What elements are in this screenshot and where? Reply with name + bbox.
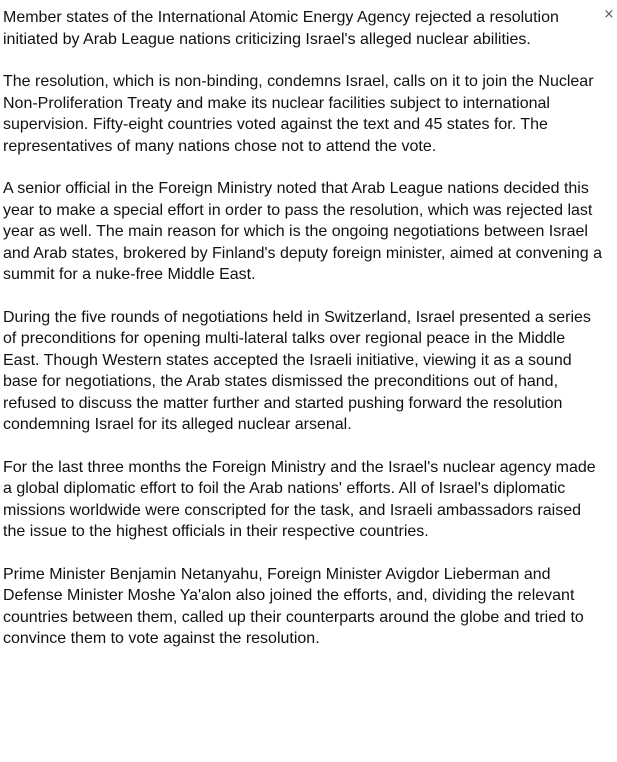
article-paragraph-3: A senior official in the Foreign Ministry noted that Arab League nations decided this year to make a special effort in order to pass the resolution, which was rejected last year as well. The main reason for which is the ongoing negotiations between Israel and Arab states, brokered by Finland's deputy foreign minister, aimed at convening a summit for a nuke-free Middle East. [3,180,602,283]
close-icon[interactable]: × [603,7,615,22]
article-body [3,7,605,671]
article-paragraph-6: Prime Minister Benjamin Netanyahu, Foreign Minister Avigdor Lieberman and Defense Minister Moshe Ya'alon also joined the efforts, and, dividing the relevant countries between them, called up their counterparts around the globe and tried to convince them to vote against the resolution. [3,565,584,647]
article-paragraph-1: Member states of the International Atomic Energy Agency rejected a resolution initiated by Arab League nations criticizing Israel's alleged nuclear abilities. [3,9,559,48]
article-paragraph-5: For the last three months the Foreign Ministry and the Israel's nuclear agency made a global diplomatic effort to foil the Arab nations' efforts. All of Israel's diplomatic missions worldwide were conscripted for the task, and Israeli ambassadors raised the issue to the highest officials in their respective countries. [3,458,596,540]
article-paragraph-2: The resolution, which is non-binding, condemns Israel, calls on it to join the Nuclear Non-Proliferation Treaty and make its nuclear facilities subject to international supervision. Fifty-eight countries voted against the text and 45 states for. The representatives of many nations chose not to attend the vote. [3,73,594,155]
article-paragraph-4: During the five rounds of negotiations held in Switzerland, Israel presented a series of preconditions for opening multi-lateral talks over regional peace in the Middle East. Though Western states accepted the Israeli initiative, viewing it as a sound base for negotiations, the Arab states dismissed the preconditions out of hand, refused to discuss the matter further and started pushing forward the resolution condemning Israel for its alleged nuclear arsenal. [3,308,591,433]
